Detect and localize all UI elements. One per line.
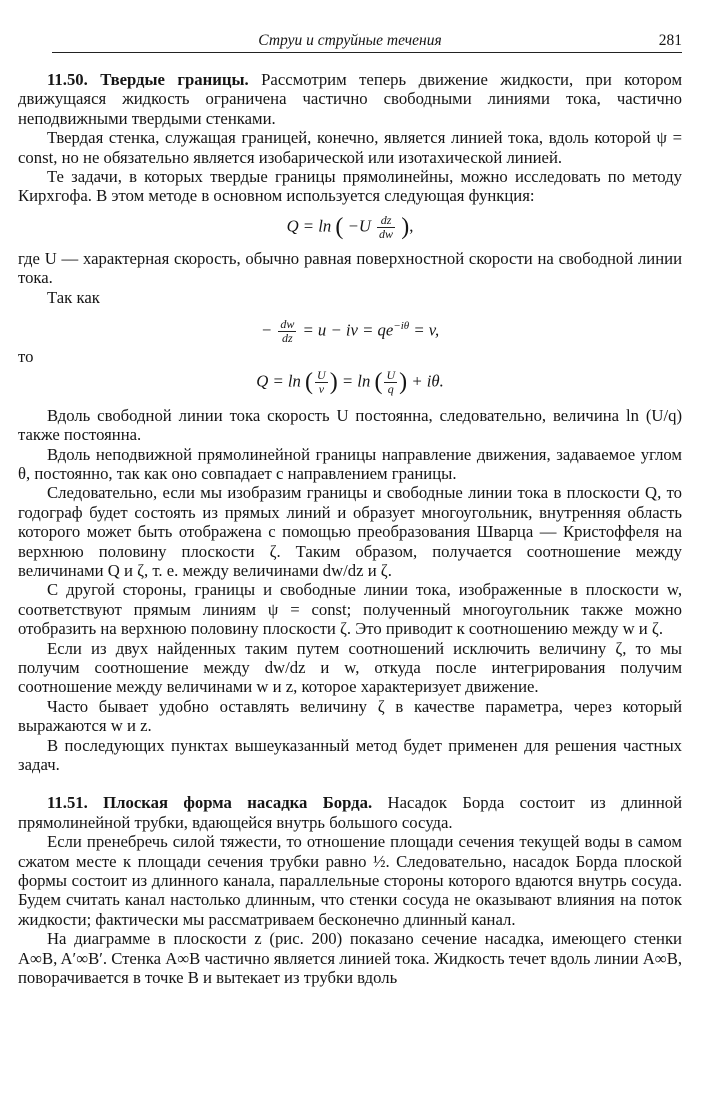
running-head bbox=[18, 30, 682, 52]
formula-velocity bbox=[18, 317, 682, 345]
paren-close: ) bbox=[399, 368, 408, 395]
formula-text: = u − iv = qe bbox=[302, 320, 394, 340]
paragraph: Часто бывает удобно оставлять величину ζ в качестве параметра, через который выражаются w и z. bbox=[18, 696, 682, 736]
formula-text: = ln bbox=[341, 371, 371, 391]
numerator: U bbox=[317, 367, 326, 382]
formula-q: Q = ln ( −U $\frac{dz}{dw}$ ), bbox=[286, 212, 414, 241]
paragraph: где U — характерная скорость, обычно равная поверхностной скорости на свободной линии тока. bbox=[18, 248, 682, 288]
paren-open: ( bbox=[335, 213, 344, 240]
paragraph: Так как bbox=[47, 287, 100, 307]
paragraph bbox=[18, 70, 682, 128]
formula-text: = v, bbox=[413, 320, 440, 340]
paren-close: ) bbox=[329, 368, 338, 395]
connective: то bbox=[18, 347, 34, 367]
page-body bbox=[18, 70, 682, 987]
denominator: dz bbox=[281, 331, 293, 346]
numerator: U bbox=[386, 367, 396, 382]
paragraph: Вдоль свободной линии тока скорость U постоянна, следовательно, величина ln (U/q) также постоянна. bbox=[18, 405, 682, 445]
page-number: 281 bbox=[658, 32, 682, 49]
paragraph: Если из двух найденных таким путем соотношений исключить величину ζ, то мы получим соотношение между dw/dz и w, откуда после интегрирования получим соотношение между величинами w и z, которое характеризует движение. bbox=[18, 638, 682, 697]
paragraph-text: Насадок Борда состоит из длинной прямолинейной трубки, вдающейся внутрь большого сосуда. bbox=[18, 793, 683, 832]
fraction bbox=[315, 369, 328, 396]
paragraph-text: Рассмотрим теперь движение жидкости, при котором движущаяся жидкость ограничена частично свободными линиями тока, частично неподвижными твердыми стенками. bbox=[18, 70, 683, 128]
paren-open: ( bbox=[305, 368, 314, 395]
fraction bbox=[377, 214, 395, 241]
denominator: q bbox=[387, 381, 394, 396]
paragraph: С другой стороны, границы и свободные линии тока, изображенные в плоскости w, соответствуют прямым линиям ψ = const; полученный многоугольник также можно отобразить на верхнюю половину плоскости ζ. Это приводит к соотношению между w и ζ. bbox=[18, 580, 682, 639]
page bbox=[18, 30, 683, 988]
section-heading: 11.51. Плоская форма насадка Борда. bbox=[47, 793, 373, 813]
section-gap bbox=[18, 774, 682, 793]
formula-text: −U bbox=[347, 216, 371, 236]
paragraph: Вдоль неподвижной прямолинейной границы направление движения, задаваемое углом θ, постоянно, так как оно совпадает с направлением границы. bbox=[18, 444, 682, 483]
formula-text: + iθ. bbox=[411, 371, 444, 391]
formula-text: Q = ln bbox=[286, 216, 332, 236]
section-heading: 11.50. Твердые границы. bbox=[47, 70, 249, 89]
paren-open: ( bbox=[374, 368, 383, 395]
fraction bbox=[384, 369, 397, 396]
header-rule bbox=[52, 52, 682, 53]
running-title: Струи и струйные течения bbox=[258, 32, 442, 49]
formula-text: − bbox=[260, 320, 273, 340]
denominator: dw bbox=[379, 226, 394, 241]
numerator: dw bbox=[280, 317, 295, 332]
numerator: dz bbox=[377, 214, 395, 228]
paragraph bbox=[18, 793, 682, 832]
paragraph: Те задачи, в которых твердые границы прямолинейны, можно исследовать по методу Кирхгофа. В этом методе в основном используется следующая функция: bbox=[18, 167, 682, 206]
denominator: v bbox=[318, 381, 325, 396]
paren-close: ) bbox=[401, 213, 410, 240]
formula-q-log bbox=[18, 369, 682, 396]
formula-text: Q = ln bbox=[256, 371, 301, 391]
paragraph: Твердая стенка, служащая границей, конечно, является линией тока, вдоль которой ψ = const, но не обязательно является изобарической или изотахической линией. bbox=[18, 128, 682, 167]
paragraph: Если пренебречь силой тяжести, то отношение площади сечения текущей воды в самом сжатом месте к площади сечения трубки равно ½. Следовательно, насадок Борда плоской формы состоит из длинного канала, параллельные стороны которого вдаются внутрь сосуда. Будем считать канал настолько длинным, что стенки сосуда не оказывают влияния на поток жидкости; фактически мы рассматриваем бесконечно длинный канал. bbox=[18, 832, 682, 929]
exponent: −iθ bbox=[393, 320, 410, 333]
fraction bbox=[278, 318, 296, 345]
paragraph: В последующих пунктах вышеуказанный метод будет применен для решения частных задач. bbox=[18, 735, 682, 775]
paragraph: Следовательно, если мы изобразим границы и свободные линии тока в плоскости Q, то годограф будет состоять из прямых линий и образует многоугольник, внутренняя область которого может быть отображена с помощью преобразования Шварца — Кристоффеля на верхнюю половину плоскости ζ. Таким образом, получается соотношение между величинами Q и ζ, т. е. между величинами dw/dz и ζ. bbox=[18, 483, 682, 580]
paragraph: На диаграмме в плоскости z (рис. 200) показано сечение насадка, имеющего стенки A∞B, A′∞B′. Стенка A∞B частично является линией тока. Жидкость течет вдоль линии A∞B, поворачивается в точке B и вытекает из трубки вдоль bbox=[18, 929, 682, 988]
